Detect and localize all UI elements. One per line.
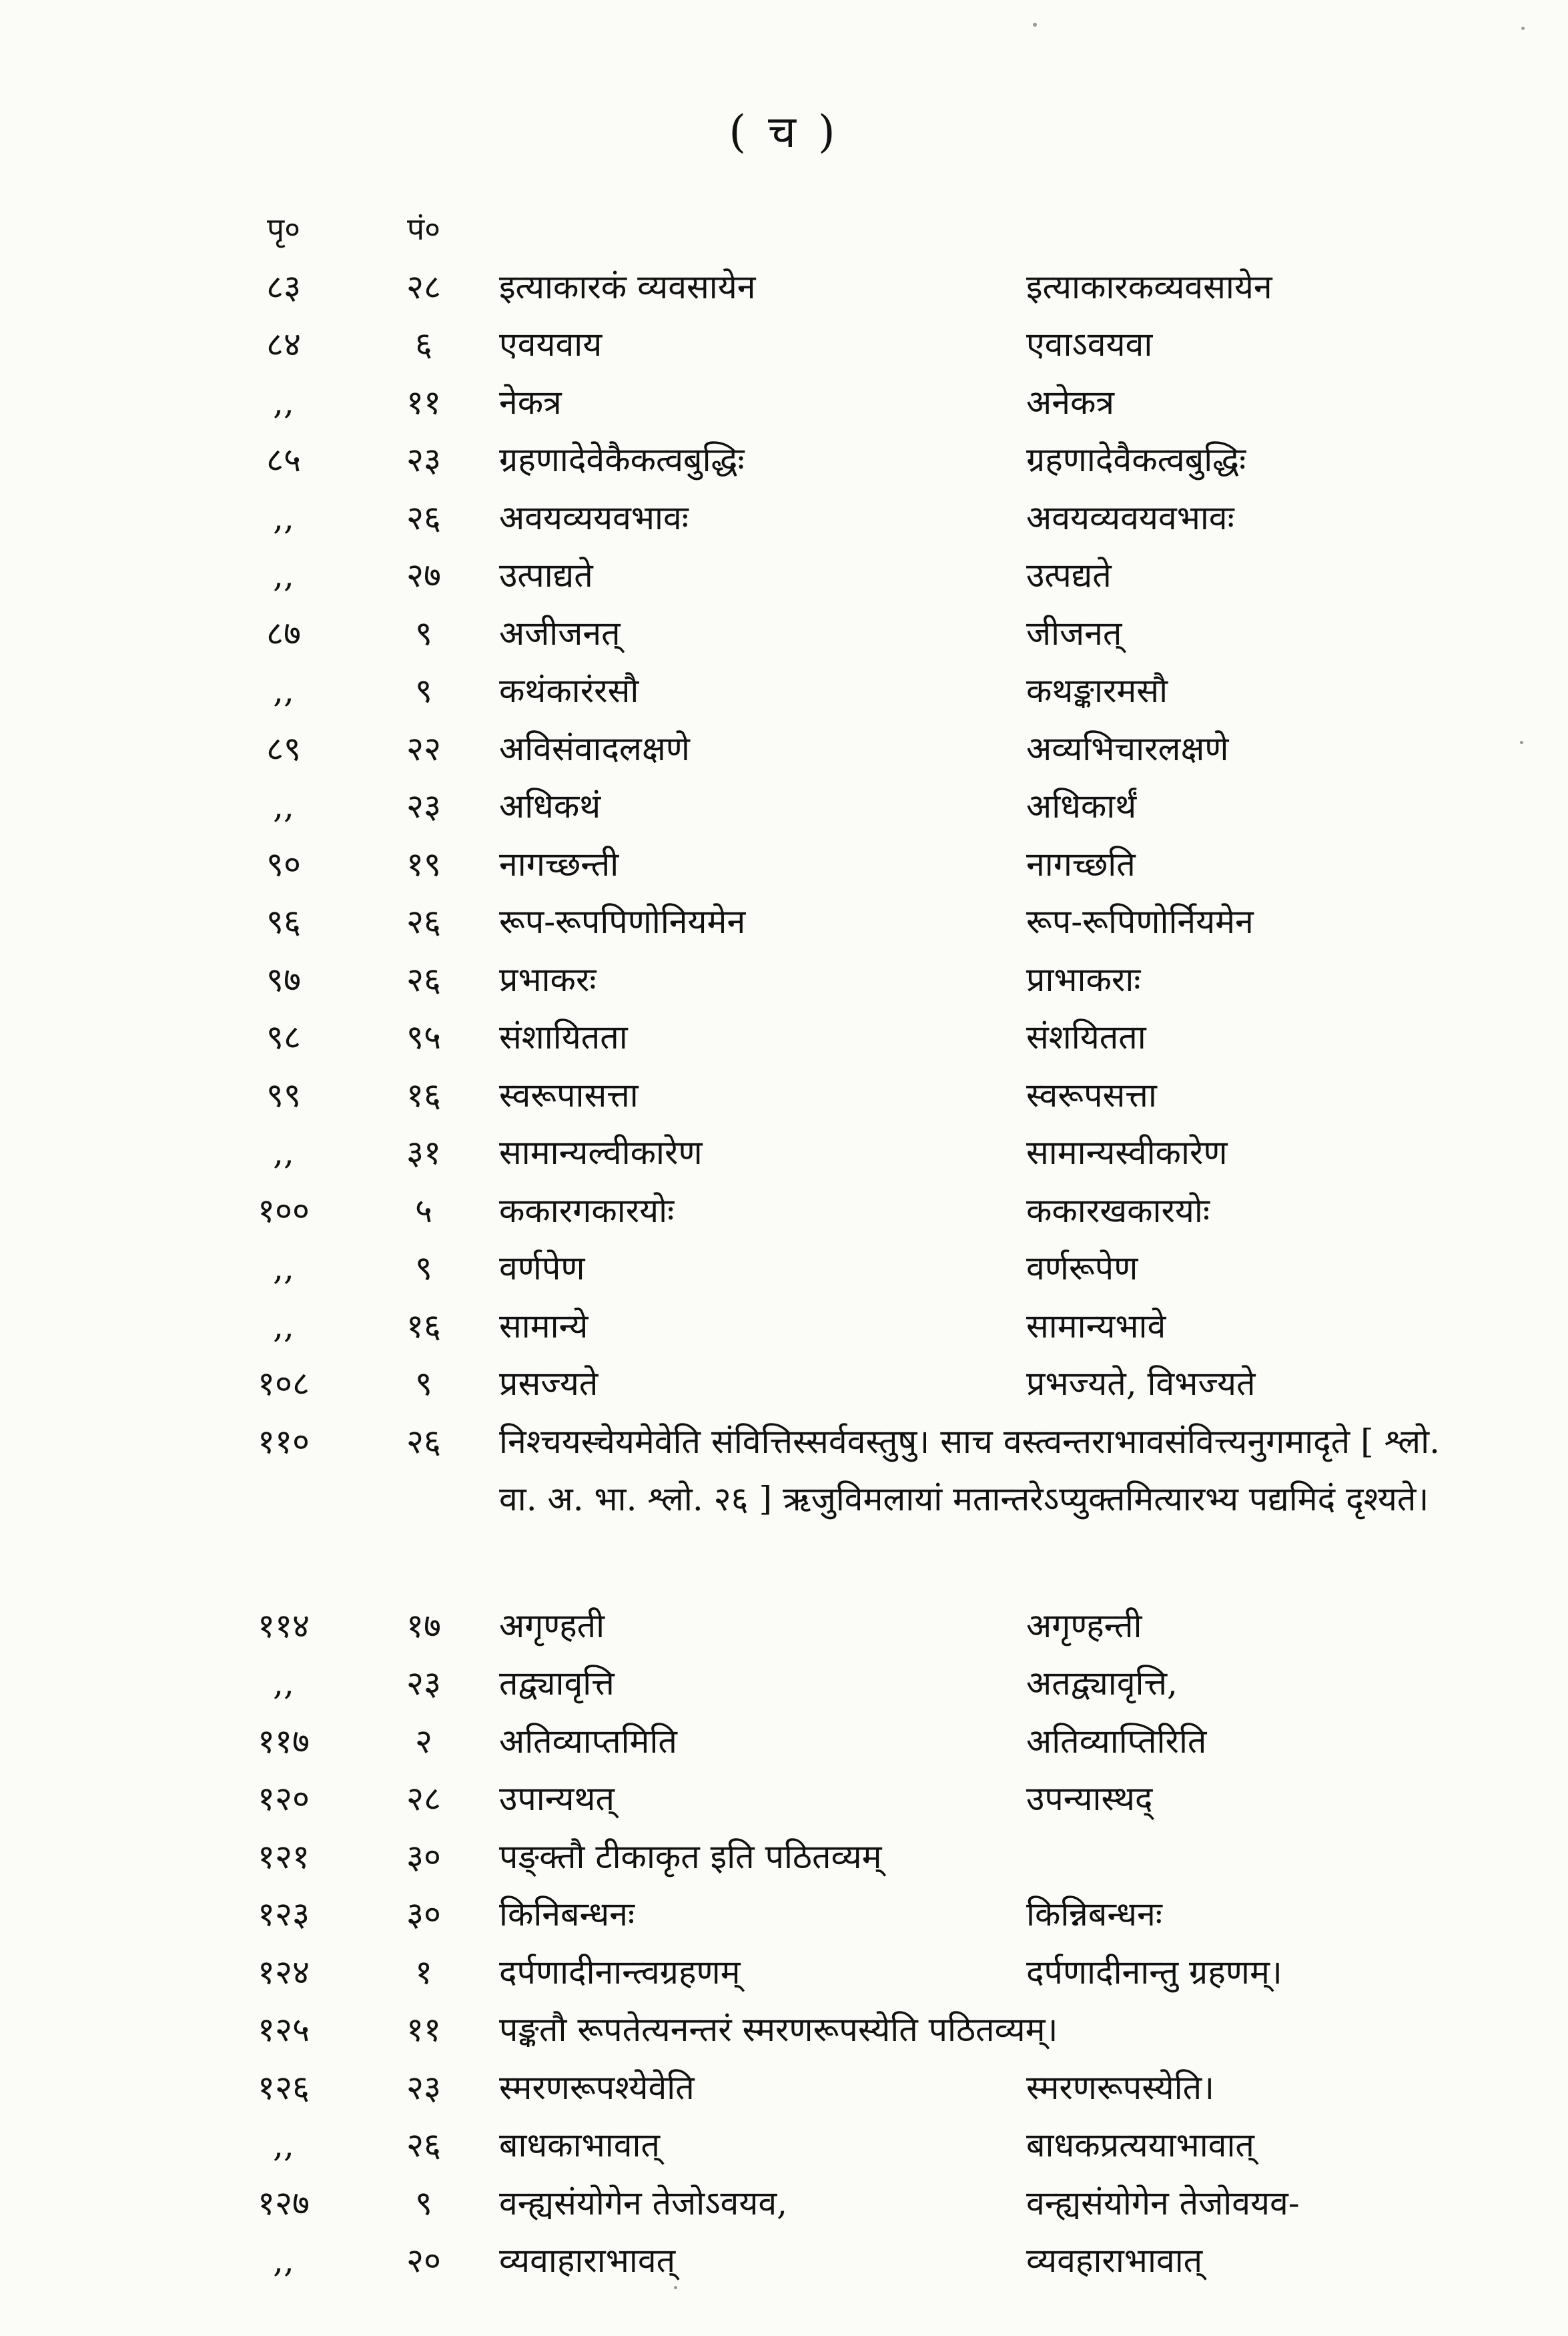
- page-number: ११४: [258, 1606, 310, 1645]
- correct-reading: ककारखकारयोः: [1026, 1191, 1210, 1230]
- line-number: १७: [406, 1606, 441, 1645]
- errata-row: [0, 951, 1568, 1009]
- correct-reading: रूप-रूपिणोर्नियमेन: [1026, 902, 1254, 941]
- correction-note: निश्चयस्चेयमेवेति संवित्तिस्सर्ववस्तुषु। साच वस्त्वन्तराभावसंवित्त्यनुगमादृते [ श्लो. वा. अ. भा. श्लो. २६ ] ऋजुविमलायां मतान्तरेऽप्युक्तमित्यारभ्य पद्यमिदं दृश्यते।: [499, 1422, 1440, 1518]
- errata-table: [0, 200, 1568, 2290]
- page-number: ,,: [273, 556, 294, 595]
- correct-reading: सामान्यभावे: [1026, 1306, 1166, 1346]
- line-number: ९: [415, 671, 432, 710]
- correct-reading: संशयितता: [1026, 1018, 1146, 1057]
- incorrect-reading: अतिव्याप्तमिति: [499, 1721, 677, 1761]
- errata-row: [0, 1770, 1568, 1828]
- incorrect-reading: नागच्छन्ती: [499, 844, 619, 884]
- errata-row: [0, 605, 1568, 663]
- page-number: ८७: [266, 613, 301, 653]
- page-number: १२३: [258, 1895, 310, 1934]
- line-number: १६: [406, 1306, 441, 1346]
- page-number: ८५: [266, 441, 301, 479]
- incorrect-reading: रूप-रूपपिणोनियमेन: [499, 902, 746, 941]
- errata-row: [0, 1124, 1568, 1182]
- incorrect-reading: वर्णपेण: [499, 1249, 585, 1287]
- correct-reading: उत्पद्यते: [1026, 556, 1112, 595]
- line-number: ११: [406, 382, 441, 422]
- scan-speck: [674, 2286, 677, 2289]
- line-number: २६: [406, 902, 441, 941]
- errata-row: [0, 1597, 1568, 1655]
- incorrect-reading: बाधकाभावात्: [499, 2126, 660, 2164]
- incorrect-reading: प्रसज्यते: [499, 1364, 599, 1403]
- line-column-header: पं०: [406, 211, 441, 247]
- scan-speck: [1033, 23, 1037, 27]
- line-number: १: [415, 1952, 432, 1992]
- line-number: २३: [406, 1664, 441, 1703]
- line-number: २३: [406, 441, 441, 479]
- errata-row: [0, 2059, 1568, 2117]
- errata-row: [0, 1008, 1568, 1067]
- incorrect-reading: सामान्ये: [499, 1306, 589, 1346]
- page-number: १२४: [258, 1952, 310, 1992]
- errata-row: [0, 2174, 1568, 2233]
- correct-reading: एवाऽवयवा: [1026, 325, 1153, 364]
- errata-row: [0, 2001, 1568, 2059]
- line-number: ९५: [406, 1018, 441, 1057]
- line-number: २६: [406, 960, 441, 999]
- incorrect-reading: एवयवाय: [499, 325, 603, 364]
- errata-row: [0, 836, 1568, 894]
- correct-reading: स्मरणरूपस्येति।: [1026, 2068, 1215, 2107]
- line-number: २: [415, 1721, 432, 1761]
- page-number: १०८: [258, 1364, 310, 1403]
- correct-reading: बाधकप्रत्ययाभावात्: [1026, 2126, 1254, 2164]
- line-number: २८: [406, 267, 441, 306]
- line-number: ३०: [406, 1837, 441, 1876]
- line-number: २६: [406, 2126, 441, 2164]
- correct-reading: कथङ्कारमसौ: [1026, 671, 1168, 710]
- errata-row: [0, 1413, 1568, 1597]
- errata-row: [0, 1828, 1568, 1886]
- incorrect-reading: अवयव्ययवभावः: [499, 498, 689, 537]
- page-number: १२१: [258, 1837, 310, 1876]
- page-number: ,,: [273, 1664, 294, 1703]
- line-number: १९: [406, 844, 441, 884]
- line-number: २६: [406, 498, 441, 537]
- correct-reading: वर्णरूपेण: [1026, 1249, 1138, 1287]
- incorrect-reading: अविसंवादलक्षणे: [499, 729, 690, 768]
- line-number: २८: [406, 1779, 441, 1818]
- errata-row: [0, 1067, 1568, 1125]
- page-number: ,,: [273, 1306, 294, 1346]
- line-number: ९: [415, 613, 432, 653]
- page-number: ,,: [273, 2126, 294, 2164]
- line-number: ९: [415, 1249, 432, 1287]
- correct-reading: प्राभाकराः: [1026, 960, 1141, 999]
- page-number: ११७: [258, 1721, 310, 1761]
- incorrect-reading: अगृण्हती: [499, 1606, 605, 1645]
- correct-reading: वन्ह्यसंयोगेन तेजोवयव-: [1026, 2183, 1300, 2223]
- errata-row: [0, 431, 1568, 489]
- errata-row: [0, 1885, 1568, 1944]
- errata-row: [0, 1182, 1568, 1240]
- scan-speck: [1520, 741, 1523, 744]
- correct-reading: उपन्यास्थद्: [1026, 1779, 1153, 1818]
- line-number: २२: [406, 729, 441, 768]
- page-number: ,,: [273, 787, 294, 826]
- errata-row: [0, 2232, 1568, 2290]
- line-number: २०: [406, 2241, 441, 2280]
- errata-row: [0, 1713, 1568, 1771]
- page-number: ९८: [266, 1018, 301, 1057]
- column-header-row: [0, 200, 1568, 258]
- correct-reading: प्रभज्यते, विभज्यते: [1026, 1364, 1256, 1403]
- errata-row: [0, 1239, 1568, 1297]
- page-number: ८४: [266, 325, 301, 364]
- errata-row: [0, 2116, 1568, 2174]
- incorrect-reading: दर्पणादीनान्त्वग्रहणम्: [499, 1952, 741, 1992]
- errata-row: [0, 547, 1568, 605]
- errata-row: [0, 662, 1568, 720]
- correct-reading: अव्यभिचारलक्षणे: [1026, 729, 1229, 768]
- correction-instruction: पङ्कतौ रूपतेत्यनन्तरं स्मरणरूपस्येति पठितव्यम्।: [499, 2010, 1058, 2049]
- incorrect-reading: वन्ह्यसंयोगेन तेजोऽवयव,: [499, 2183, 788, 2223]
- errata-row: [0, 316, 1568, 374]
- incorrect-reading: तद्व्यावृत्ति: [499, 1664, 615, 1703]
- correct-reading: सामान्यस्वीकारेण: [1026, 1133, 1228, 1172]
- incorrect-reading: व्यवाहाराभावत्: [499, 2241, 676, 2280]
- line-number: ३१: [406, 1133, 441, 1172]
- correct-reading: नागच्छति: [1026, 844, 1136, 884]
- correct-reading: अनेकत्र: [1026, 382, 1114, 422]
- incorrect-reading: किनिबन्धनः: [499, 1895, 635, 1934]
- page-number: ,,: [273, 1133, 294, 1172]
- incorrect-reading: उपान्यथत्: [499, 1779, 615, 1818]
- errata-row: [0, 1355, 1568, 1413]
- page-number: ,,: [273, 382, 294, 422]
- line-number: ३०: [406, 1895, 441, 1934]
- page-number: ११०: [258, 1422, 310, 1461]
- page-column-header: पृ०: [266, 211, 301, 247]
- scan-speck: [1521, 27, 1525, 30]
- errata-row: [0, 720, 1568, 778]
- page-heading: ( च ): [729, 106, 839, 158]
- page-number: ,,: [273, 671, 294, 710]
- page-number: ९९: [266, 1075, 301, 1115]
- errata-row: [0, 374, 1568, 432]
- incorrect-reading: इत्याकारकं व्यवसायेन: [499, 267, 756, 306]
- page-number: ८९: [266, 729, 301, 768]
- incorrect-reading: नेकत्र: [499, 382, 562, 422]
- line-number: ११: [406, 2010, 441, 2049]
- line-number: १६: [406, 1075, 441, 1115]
- correct-reading: अतद्व्यावृत्ति,: [1026, 1664, 1178, 1703]
- line-number: २३: [406, 787, 441, 826]
- correct-reading: अवयव्यवयवभावः: [1026, 498, 1234, 537]
- incorrect-reading: संशायितता: [499, 1018, 628, 1057]
- correct-reading: अधिकार्थं: [1026, 787, 1137, 826]
- page-number: ,,: [273, 1249, 294, 1287]
- errata-row: [0, 893, 1568, 951]
- line-number: ९: [415, 2183, 432, 2223]
- correct-reading: अगृण्हन्ती: [1026, 1606, 1142, 1645]
- incorrect-reading: अधिकथं: [499, 787, 601, 826]
- incorrect-reading: ग्रहणादेवेकैकत्वबुद्धिः: [499, 441, 745, 479]
- correct-reading: व्यवहाराभावात्: [1026, 2241, 1203, 2280]
- incorrect-reading: स्मरणरूपश्येवेति: [499, 2068, 695, 2107]
- correct-reading: दर्पणादीनान्तु ग्रहणम्।: [1026, 1952, 1282, 1992]
- page-number: १२०: [258, 1779, 310, 1818]
- incorrect-reading: प्रभाकरः: [499, 960, 597, 999]
- page-number: १००: [258, 1191, 310, 1230]
- correct-reading: जीजनत्: [1026, 613, 1122, 653]
- incorrect-reading: स्वरूपासत्ता: [499, 1075, 639, 1115]
- correct-reading: ग्रहणादेवैकत्वबुद्धिः: [1026, 441, 1246, 479]
- errata-row: [0, 1297, 1568, 1356]
- incorrect-reading: उत्पाद्यते: [499, 556, 593, 595]
- errata-row: [0, 1655, 1568, 1713]
- page-number: ,,: [273, 498, 294, 537]
- incorrect-reading: सामान्यल्वीकारेण: [499, 1133, 703, 1172]
- line-number: २७: [406, 556, 441, 595]
- line-number: २६: [406, 1422, 441, 1461]
- incorrect-reading: ककारगकारयोः: [499, 1191, 675, 1230]
- incorrect-reading: कथंकारंरसौ: [499, 671, 639, 710]
- incorrect-reading: अजीजनत्: [499, 613, 621, 653]
- line-number: ९: [415, 1364, 432, 1403]
- correction-instruction: पङ्क्तौ टीकाकृत इति पठितव्यम्: [499, 1837, 882, 1876]
- errata-row: [0, 258, 1568, 316]
- errata-row: [0, 1944, 1568, 2002]
- line-number: ६: [415, 325, 432, 364]
- correct-reading: स्वरूपसत्ता: [1026, 1075, 1157, 1115]
- page-number: ८३: [266, 267, 301, 306]
- page-number: ९६: [266, 902, 301, 941]
- page-number: १२६: [258, 2068, 310, 2107]
- line-number: ५: [415, 1191, 432, 1230]
- correct-reading: अतिव्याप्तिरिति: [1026, 1721, 1207, 1761]
- page-number: १२७: [258, 2183, 310, 2223]
- line-number: २३: [406, 2068, 441, 2107]
- page-number: ९०: [266, 844, 301, 884]
- errata-row: [0, 778, 1568, 836]
- errata-row: [0, 489, 1568, 547]
- correct-reading: किन्निबन्धनः: [1026, 1895, 1162, 1934]
- page-number: ९७: [266, 960, 301, 999]
- page-number: १२५: [258, 2010, 310, 2049]
- page-number: ,,: [273, 2241, 294, 2280]
- correct-reading: इत्याकारकव्यवसायेन: [1026, 267, 1272, 306]
